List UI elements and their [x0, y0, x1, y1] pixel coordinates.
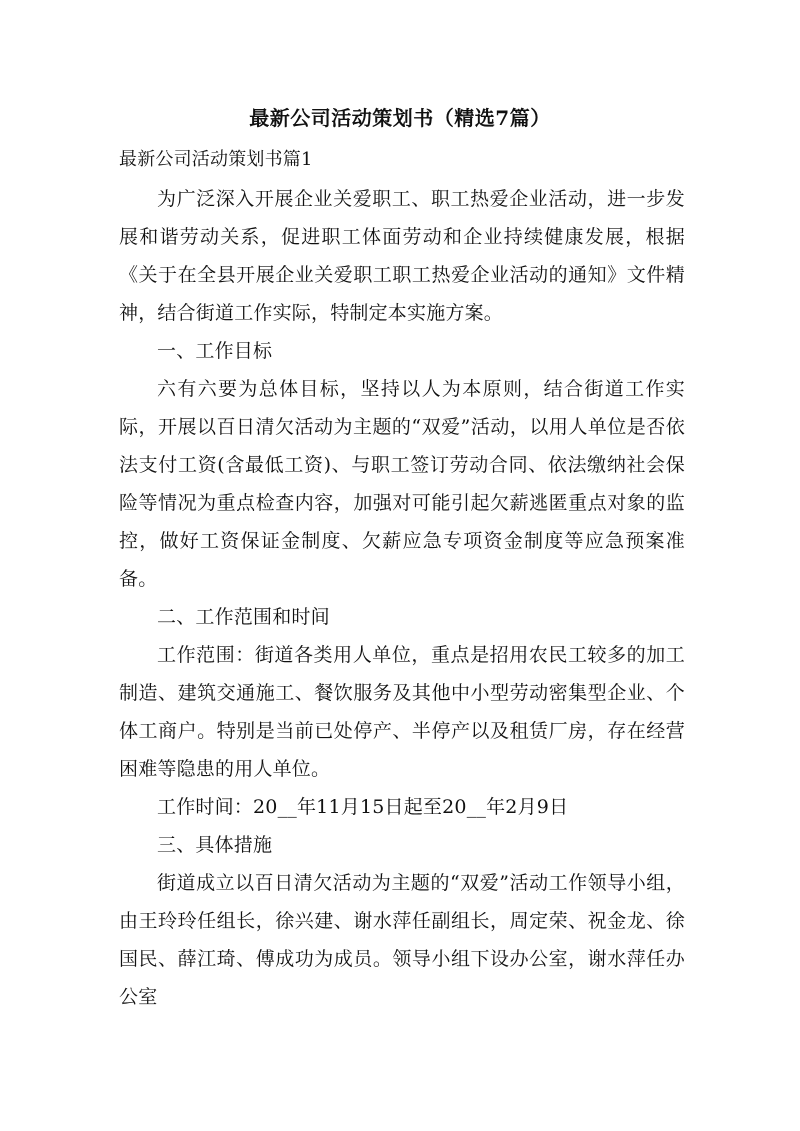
document-title: 最新公司活动策划书（精选7篇）: [249, 106, 551, 130]
heading-scope-and-time: 二、工作范围和时间: [157, 606, 330, 628]
document-body: [119, 144, 685, 1016]
paragraph-intro: 为广泛深入开展企业关爱职工、职工热爱企业活动，进一步发展和谐劳动关系，促进职工体面劳动和企业持续健康发展，根据《关于在全县开展企业关爱职工职工热爱企业活动的通知》文件精神，结合街道工作实际，特制定本实施方案。: [119, 188, 685, 324]
heading-work-goals: 一、工作目标: [157, 340, 273, 362]
paragraph-work-goals: 六有六要为总体目标，坚持以人为本原则，结合街道工作实际，开展以百日清欠活动为主题的“双爱”活动，以用人单位是否依法支付工资(含最低工资)、与职工签订劳动合同、依法缴纳社会保险等情况为重点检查内容，加强对可能引起欠薪逃匿重点对象的监控，做好工资保证金制度、欠薪应急专项资金制度等应急预案准备。: [119, 378, 685, 590]
paragraph-specific-measures: 街道成立以百日清欠活动为主题的“双爱”活动工作领导小组，由王玲玲任组长，徐兴建、谢水萍任副组长，周定荣、祝金龙、徐国民、薛江琦、傅成功为成员。领导小组下设办公室，谢水萍任办公室: [119, 872, 685, 1008]
heading-specific-measures: 三、具体措施: [157, 834, 273, 856]
paragraph-work-scope: 工作范围：街道各类用人单位，重点是招用农民工较多的加工制造、建筑交通施工、餐饮服务及其他中小型劳动密集型企业、个体工商户。特别是当前已处停产、半停产以及租赁厂房，存在经营困难等隐患的用人单位。: [119, 644, 685, 780]
section-subtitle: 最新公司活动策划书篇1: [119, 149, 313, 170]
paragraph-work-time: 工作时间：20__年11月15日起至20__年2月9日: [157, 796, 569, 818]
